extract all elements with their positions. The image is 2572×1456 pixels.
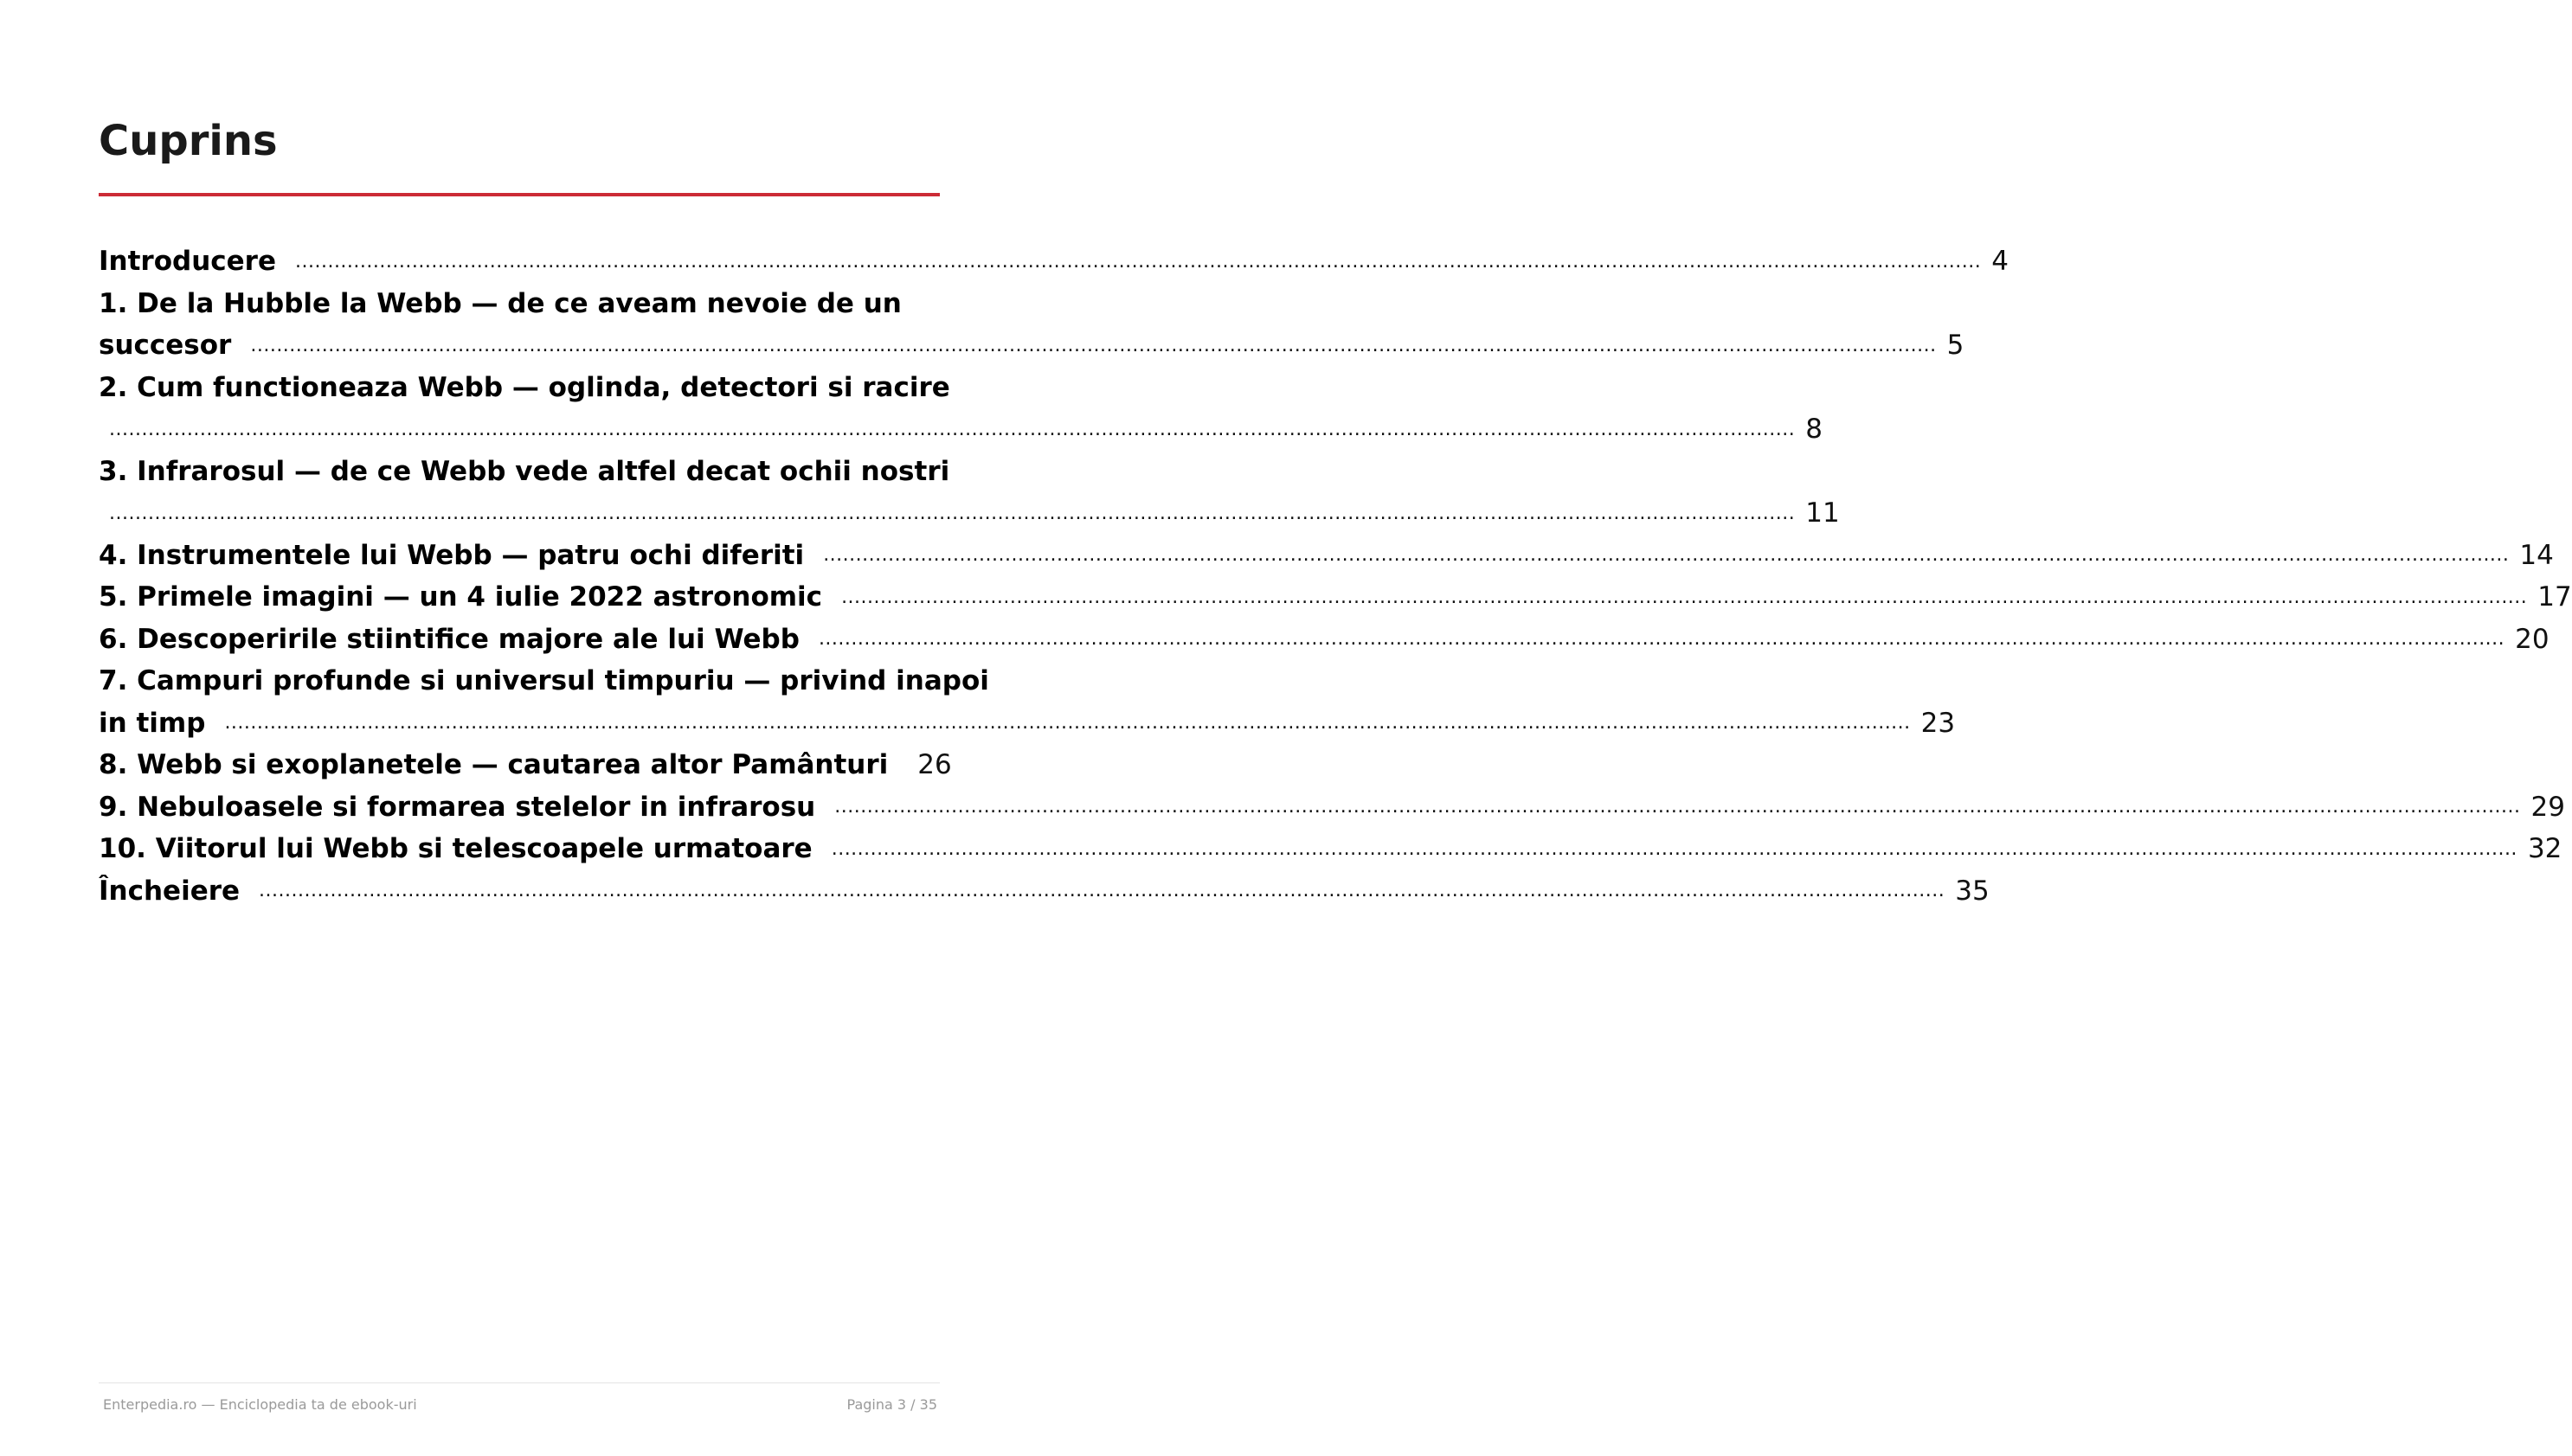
toc-entry-chapter-3-continued[interactable]	[99, 492, 1840, 535]
toc-entry-chapter-3[interactable]	[99, 451, 950, 493]
toc-entry-title: Încheiere	[99, 875, 241, 907]
toc-entry-title: 7. Campuri profunde si universul timpuriu — privind inapoi	[99, 665, 989, 697]
toc-entry-title: 9. Nebuloasele si formarea stelelor in infrarosu	[99, 791, 816, 823]
toc-page-number: 20	[2515, 623, 2549, 655]
toc-page-number: 5	[1946, 330, 1964, 362]
toc-entry-chapter-2-continued[interactable]	[99, 408, 1823, 451]
toc-entry-chapter-9[interactable]	[99, 786, 2565, 829]
toc-dot-leader	[819, 628, 2504, 650]
toc-entry-chapter-4[interactable]	[99, 535, 2554, 577]
toc-page-number: 4	[1991, 246, 2009, 278]
page-title: Cuprins	[99, 117, 278, 165]
toc-entry-introducere[interactable]	[99, 241, 2009, 283]
toc-entry-title: 8. Webb si exoplanetele — cautarea altor Pamânturi	[99, 749, 889, 781]
title-divider	[99, 193, 940, 196]
toc-entry-title: 3. Infrarosul — de ce Webb vede altfel decat ochii nostri	[99, 455, 950, 487]
toc-dot-leader	[834, 796, 2520, 818]
toc-entry-chapter-7-continued[interactable]	[99, 702, 1956, 745]
toc-entry-chapter-2[interactable]	[99, 367, 950, 409]
toc-page-number: 17	[2537, 581, 2572, 613]
toc-page-number: 8	[1805, 414, 1823, 446]
footer-site-name: Enterpedia.ro — Enciclopedia ta de ebook-uri	[103, 1396, 417, 1413]
table-of-contents	[99, 241, 2572, 912]
toc-entry-chapter-1-continued[interactable]	[99, 324, 1964, 367]
toc-entry-chapter-10[interactable]	[99, 828, 2562, 870]
toc-dot-leader	[224, 712, 1910, 734]
toc-entry-title: 2. Cum functioneaza Webb — oglinda, detectori si racire	[99, 371, 950, 403]
toc-entry-title: 4. Instrumentele lui Webb — patru ochi diferiti	[99, 539, 805, 571]
toc-page-number: 35	[1955, 875, 1990, 907]
toc-page-number: 14	[2519, 539, 2554, 571]
footer-divider	[99, 1382, 940, 1383]
toc-dot-leader	[109, 503, 1795, 524]
toc-entry-chapter-6[interactable]	[99, 619, 2549, 661]
toc-entry-title: Introducere	[99, 246, 276, 278]
toc-dot-leader	[295, 251, 1981, 273]
toc-dot-leader	[832, 838, 2517, 860]
toc-entry-chapter-5[interactable]	[99, 576, 2572, 619]
toc-page-number: 11	[1805, 497, 1840, 529]
toc-entry-title: 6. Descoperirile stiintifice majore ale lui Webb	[99, 623, 800, 655]
toc-page-number: 23	[1920, 707, 1956, 739]
toc-page-number: 32	[2527, 833, 2562, 865]
toc-entry-title: 1. De la Hubble la Webb — de ce aveam nevoie de un	[99, 287, 902, 319]
toc-entry-incheiere[interactable]	[99, 870, 1990, 913]
toc-dot-leader	[109, 419, 1795, 440]
toc-entry-chapter-7[interactable]	[99, 660, 989, 702]
toc-dot-leader	[823, 544, 2509, 566]
toc-dot-leader	[841, 587, 2527, 608]
toc-entry-chapter-8[interactable]	[99, 744, 952, 786]
toc-page-number: 29	[2530, 791, 2565, 823]
toc-entry-title: 10. Viitorul lui Webb si telescoapele urmatoare	[99, 833, 813, 865]
footer-page-number: Pagina 3 / 35	[846, 1396, 937, 1413]
toc-entry-chapter-1[interactable]	[99, 283, 940, 325]
toc-dot-leader	[259, 880, 1945, 901]
toc-entry-title: 5. Primele imagini — un 4 iulie 2022 astronomic	[99, 581, 823, 613]
toc-page-number: 26	[917, 749, 952, 781]
toc-dot-leader	[250, 335, 1936, 356]
toc-entry-title: in timp	[99, 707, 206, 739]
toc-entry-title: succesor	[99, 330, 232, 362]
